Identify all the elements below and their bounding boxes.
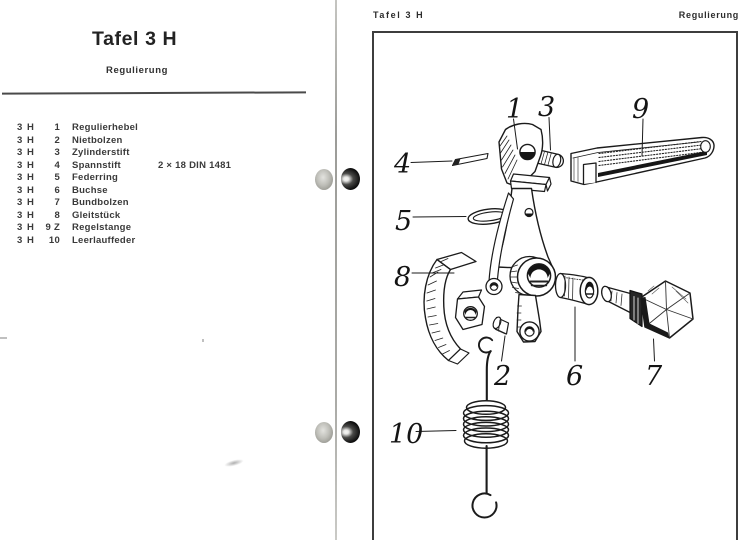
- part-name: Nietbolzen: [72, 134, 123, 146]
- part-code-letter: H: [27, 159, 35, 171]
- part-code-group: 3: [17, 197, 23, 209]
- part-code-letter: H: [27, 197, 35, 209]
- diagram-label-8: 8: [394, 262, 412, 293]
- part-code-number: 6: [54, 184, 60, 196]
- diagram-label-2: 2: [494, 361, 512, 392]
- part-code-number: 4: [54, 159, 60, 171]
- diagram-label-5: 5: [395, 206, 413, 237]
- part-8-gleitstueck: [424, 253, 484, 365]
- part-code-group: 3: [17, 147, 23, 159]
- part-name: Bundbolzen: [72, 197, 129, 209]
- diagram-label-1: 1: [506, 94, 524, 125]
- part-name: Regelstange: [72, 222, 132, 234]
- diagram-label-7: 7: [645, 361, 663, 392]
- diagram-label-6: 6: [566, 361, 584, 392]
- part-code-group: 3: [17, 184, 23, 196]
- part-code-number: 5: [54, 172, 60, 184]
- part-code-letter: H: [27, 147, 35, 159]
- part-2-nietbolzen: [492, 316, 509, 334]
- part-code-group: 3: [17, 222, 23, 234]
- part-name: Gleitstück: [72, 209, 121, 221]
- part-name: Federring: [72, 172, 119, 184]
- part-code-letter: H: [27, 122, 35, 133]
- page-subtitle: Regulierung: [106, 65, 169, 76]
- plate-header: Tafel 3 H: [373, 10, 425, 20]
- part-note: 2 × 18 DIN 1481: [158, 159, 232, 171]
- part-code-number: 1: [54, 122, 60, 133]
- page-title: Tafel 3 H: [92, 28, 178, 50]
- part-name: Regulierhebel: [72, 122, 139, 133]
- part-code-letter: H: [27, 209, 35, 221]
- part-code-letter: H: [27, 234, 35, 246]
- part-name: Zylinderstift: [72, 147, 130, 159]
- part-code-number: 9 Z: [45, 222, 60, 234]
- part-code-group: 3: [17, 209, 23, 221]
- part-code-group: 3: [17, 159, 23, 171]
- part-code-number: 3: [54, 147, 60, 159]
- part-code-number: 7: [54, 197, 60, 209]
- part-code-number: 2: [54, 134, 60, 146]
- part-code-number: 8: [54, 209, 60, 221]
- part-code-group: 3: [17, 172, 23, 184]
- part-7-bundbolzen: [600, 281, 693, 338]
- diagram-label-3: 3: [538, 92, 556, 123]
- part-name: Buchse: [72, 184, 108, 196]
- diagram-label-4: 4: [394, 149, 412, 180]
- part-code-group: 3: [17, 234, 23, 246]
- section-header: Regulierung: [678, 10, 739, 20]
- part-code-letter: H: [27, 184, 35, 196]
- part-code-letter: H: [27, 134, 35, 146]
- part-6-buchse: [556, 274, 598, 305]
- diagram-label-10: 10: [389, 419, 424, 450]
- part-name: Spannstift: [72, 159, 121, 171]
- part-code-letter: H: [27, 172, 35, 184]
- part-code-group: 3: [17, 122, 23, 133]
- part-code-letter: H: [27, 222, 35, 234]
- part-code-group: 3: [17, 134, 23, 146]
- part-4-spannstift: [453, 154, 489, 166]
- part-code-number: 10: [48, 234, 60, 246]
- diagram-label-9: 9: [632, 94, 650, 125]
- part-name: Leerlauffeder: [72, 234, 136, 246]
